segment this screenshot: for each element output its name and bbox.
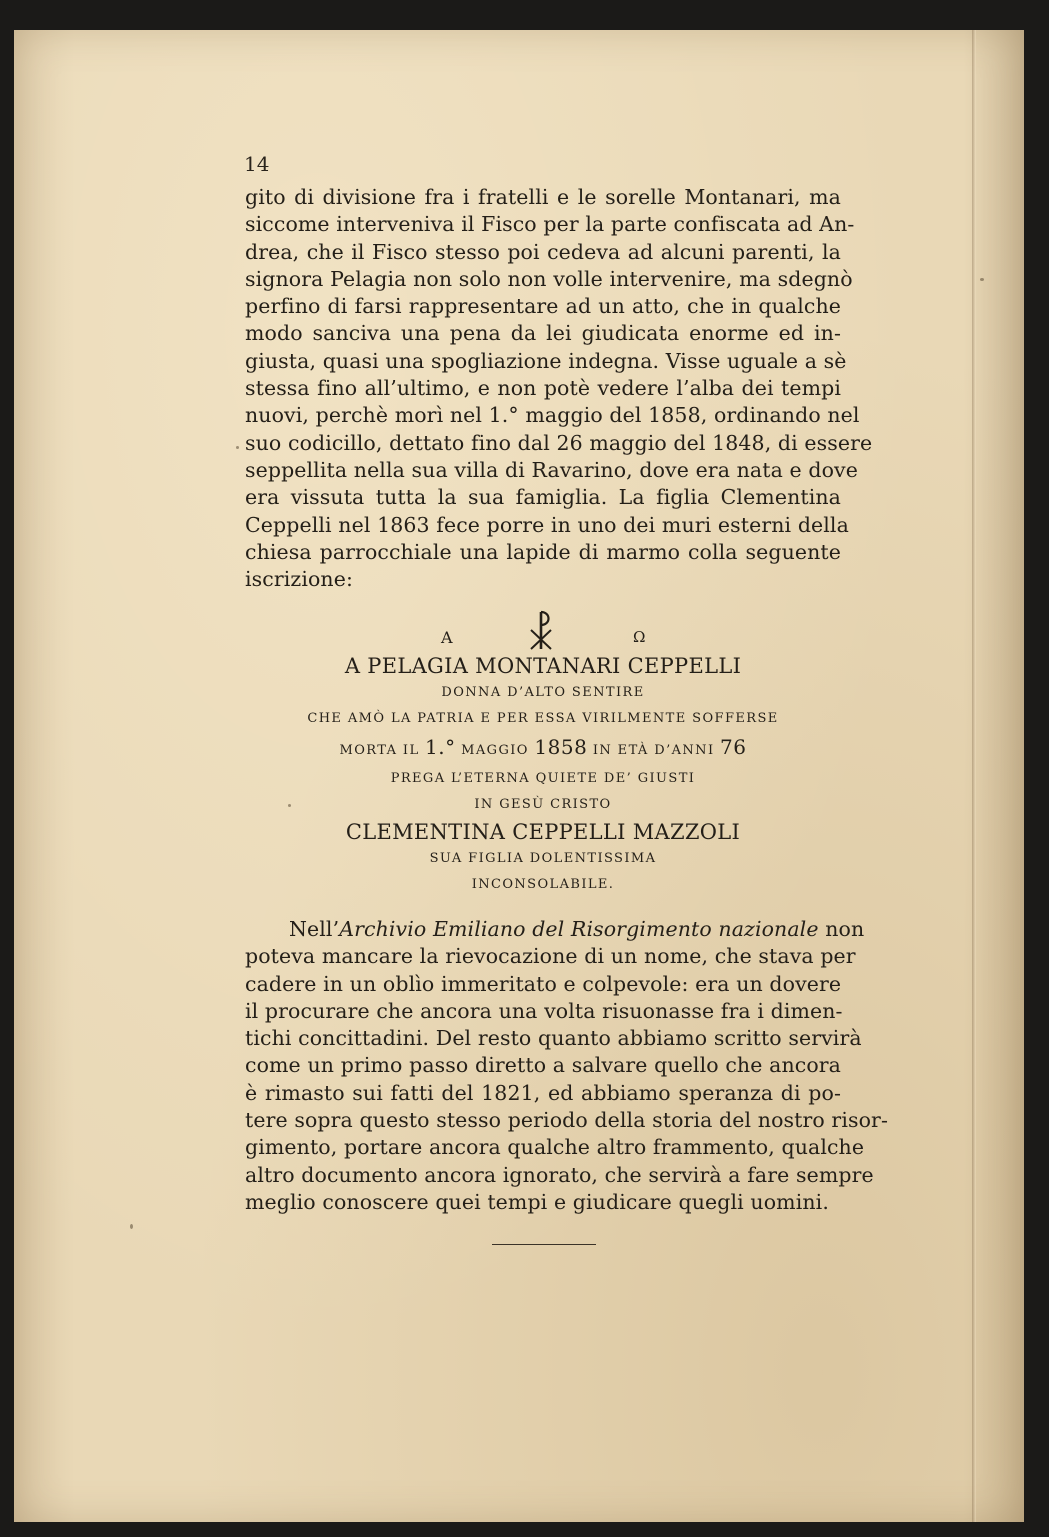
text-line-first (245, 916, 865, 943)
text-line: il procurare che ancora una volta risuonasse fra i dimen- (245, 998, 843, 1023)
text-line: signora Pelagia non solo non volle intervenire, ma sdegnò (245, 266, 853, 291)
epitaph-age: 76 (720, 735, 747, 759)
page-fold-shadow (972, 30, 976, 1522)
epitaph-year: 1858 (534, 735, 588, 759)
text-line: è rimasto sui fatti del 1821, ed abbiamo speranza di po- (245, 1080, 841, 1105)
text-line: gimento, portare ancora qualche altro frammento, qualche (245, 1135, 865, 1160)
text-line: modo sanciva una pena da lei giudicata enorme ed in- (245, 321, 841, 346)
paper-speck (236, 446, 239, 449)
text-line: gito di divisione fra i fratelli e le sorelle Montanari, ma (245, 185, 841, 209)
epitaph-line: INCONSOLABILE. (471, 877, 615, 892)
epitaph-inscription (245, 600, 841, 898)
epitaph-line: SUA FIGLIA DOLENTISSIMA (429, 851, 657, 866)
text-line: suo codicillo, dettato fino dal 26 maggio del 1848, di essere (245, 430, 873, 455)
text-line: era vissuta tutta la sua famiglia. La figlia Clementina (245, 485, 841, 510)
text-line: siccome interveniva il Fisco per la parte confiscata ad An- (245, 212, 855, 237)
archive-title: Archivio Emiliano del Risorgimento nazionale (339, 917, 819, 941)
epitaph-death-date (245, 732, 841, 766)
text-line: Ceppelli nel 1863 fece porre in uno dei muri esterni della (245, 512, 849, 537)
epitaph-word: MORTA IL (339, 743, 420, 758)
alpha-symbol: A (441, 628, 453, 647)
omega-symbol: Ω (633, 628, 646, 646)
paragraph-two (245, 916, 888, 1216)
chi-rho-icon (527, 608, 555, 650)
text-line: giusta, quasi una spogliazione indegna. Visse uguale a sè (245, 348, 847, 373)
text-line: stessa fino all’ultimo, e non potè vedere l’alba dei tempi (245, 376, 841, 401)
text-line: seppellita nella sua villa di Ravarino, dove era nata e dove (245, 457, 858, 482)
epitaph-word: IN ETÀ D’ANNI (592, 743, 715, 758)
page-number: 14 (244, 152, 270, 176)
epitaph-dedication: A PELAGIA MONTANARI CEPPELLI (344, 654, 742, 678)
paper-speck (288, 804, 291, 807)
end-rule (492, 1244, 596, 1245)
text-line: iscrizione: (245, 567, 353, 592)
text-line: meglio conoscere quei tempi e giudicare quegli uomini. (245, 1189, 829, 1214)
epitaph-word: MAGGIO (461, 743, 529, 758)
paper-speck (980, 278, 984, 281)
epitaph-symbols (245, 600, 841, 652)
epitaph-line: PREGA L’ETERNA QUIETE DE’ GIUSTI (390, 771, 696, 786)
text-line: altro documento ancora ignorato, che servirà a fare sempre (245, 1162, 874, 1187)
text-line: drea, che il Fisco stesso poi cedeva ad alcuni parenti, la (245, 239, 841, 264)
text-tail: non (818, 917, 865, 941)
text-line: perfino di farsi rappresentare ad un atto, che in qualche (245, 294, 841, 319)
epitaph-signatory: CLEMENTINA CEPPELLI MAZZOLI (345, 820, 741, 844)
text-line: tere sopra questo stesso periodo della storia del nostro risor- (245, 1108, 888, 1133)
epitaph-line: CHE AMÒ LA PATRIA E PER ESSA VIRILMENTE SOFFERSE (307, 711, 779, 726)
epitaph-line: IN GESÙ CRISTO (474, 797, 612, 812)
epitaph-line: DONNA D’ALTO SENTIRE (441, 685, 645, 700)
text-line: tichi concittadini. Del resto quanto abbiamo scritto servirà (245, 1026, 862, 1051)
text-lead: Nell’ (289, 917, 340, 941)
text-line: come un primo passo diretto a salvare quello che ancora (245, 1053, 841, 1078)
text-line: cadere in un oblìo immeritato e colpevole: era un dovere (245, 971, 842, 996)
text-line: nuovi, perchè morì nel 1.° maggio del 1858, ordinando nel (245, 403, 860, 428)
text-line: poteva mancare la rievocazione di un nome, che stava per (245, 944, 856, 969)
paper-speck (130, 1224, 133, 1229)
paragraph-one (245, 184, 873, 593)
epitaph-ordinal: 1.° (425, 735, 456, 759)
text-line: chiesa parrocchiale una lapide di marmo colla seguente (245, 539, 841, 564)
